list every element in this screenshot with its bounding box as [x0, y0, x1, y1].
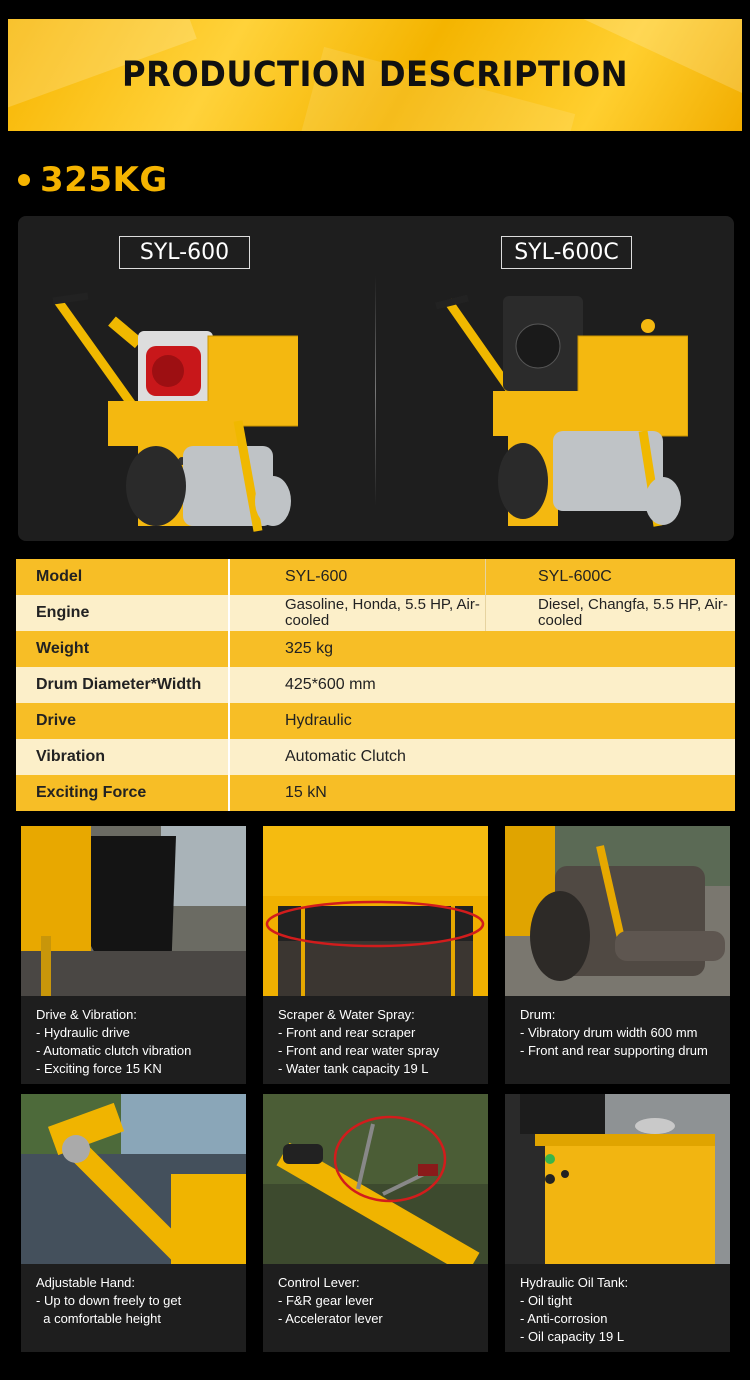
spec-label: Drum Diameter*Width [16, 667, 230, 703]
roller-syl600-image [48, 286, 298, 536]
feature-line: - Oil capacity 19 L [520, 1329, 625, 1344]
scraper-detail-photo [263, 826, 488, 996]
title-banner [8, 19, 742, 131]
table-row [16, 631, 735, 667]
feature-caption [21, 996, 246, 1088]
feature-line: - Hydraulic drive [36, 1025, 130, 1040]
specs-table [16, 559, 735, 811]
feature-card-scraper [263, 826, 488, 1084]
spec-value: Hydraulic [285, 712, 352, 729]
models-panel [18, 216, 734, 541]
feature-card-oil-tank [505, 1094, 730, 1352]
weight-heading [18, 160, 168, 200]
table-row [16, 667, 735, 703]
feature-title: Drum: [520, 1007, 556, 1022]
feature-line: - Exciting force 15 KN [36, 1061, 162, 1076]
panel-divider [375, 276, 376, 506]
feature-line: - Water tank capacity 19 L [278, 1061, 429, 1076]
spec-value-syl600: SYL-600 [230, 559, 486, 595]
table-row [16, 559, 735, 595]
feature-line: - F&R gear lever [278, 1293, 374, 1308]
feature-line: - Front and rear water spray [278, 1043, 440, 1058]
oil-tank-detail-photo [505, 1094, 730, 1264]
table-row [16, 775, 735, 811]
spec-label: Engine [16, 595, 230, 631]
control-lever-detail-photo [263, 1094, 488, 1264]
drum-detail-photo [505, 826, 730, 996]
feature-line: - Up to down freely to get [36, 1293, 182, 1308]
feature-title: Hydraulic Oil Tank: [520, 1275, 629, 1290]
spec-label: Model [16, 559, 230, 595]
drive-detail-photo [21, 826, 246, 996]
spec-value: 325 kg [285, 640, 334, 657]
feature-caption [505, 1264, 730, 1356]
feature-caption [263, 1264, 488, 1338]
page-title: PRODUCTION DESCRIPTION [121, 55, 629, 95]
spec-value-syl600c: Diesel, Changfa, 5.5 HP, Air-cooled [538, 596, 728, 629]
spec-label: Drive [16, 703, 230, 739]
feature-line: - Automatic clutch vibration [36, 1043, 192, 1058]
feature-caption [505, 996, 730, 1070]
feature-title: Scraper & Water Spray: [278, 1007, 415, 1022]
feature-card-control-lever [263, 1094, 488, 1352]
feature-line: - Front and rear scraper [278, 1025, 416, 1040]
spec-value-syl600c: SYL-600C [538, 568, 612, 585]
weight-label: 325KG [40, 160, 168, 200]
feature-line: - Anti-corrosion [520, 1311, 608, 1326]
spec-value: 425*600 mm [285, 676, 376, 693]
feature-caption [21, 1264, 246, 1338]
table-row [16, 595, 735, 631]
feature-line: - Front and rear supporting drum [520, 1043, 708, 1058]
feature-title: Control Lever: [278, 1275, 360, 1290]
feature-caption [263, 996, 488, 1088]
spec-value-syl600: Gasoline, Honda, 5.5 HP, Air-cooled [230, 595, 486, 631]
feature-line: - Oil tight [520, 1293, 573, 1308]
spec-label: Exciting Force [16, 775, 230, 811]
model-tag-right: SYL-600C [501, 236, 632, 269]
spec-value: 15 kN [285, 784, 327, 801]
feature-card-drum [505, 826, 730, 1084]
feature-line: a comfortable height [36, 1311, 162, 1326]
model-tag-left: SYL-600 [119, 236, 250, 269]
handle-detail-photo [21, 1094, 246, 1264]
spec-label: Weight [16, 631, 230, 667]
roller-syl600c-image [428, 286, 688, 536]
feature-title: Drive & Vibration: [36, 1007, 137, 1022]
bullet-icon [18, 174, 30, 186]
table-row [16, 703, 735, 739]
table-row [16, 739, 735, 775]
spec-label: Vibration [16, 739, 230, 775]
feature-title: Adjustable Hand: [36, 1275, 136, 1290]
feature-line: - Vibratory drum width 600 mm [520, 1025, 698, 1040]
spec-value: Automatic Clutch [285, 748, 406, 765]
feature-line: - Accelerator lever [278, 1311, 383, 1326]
feature-card-handle [21, 1094, 246, 1352]
feature-card-drive [21, 826, 246, 1084]
